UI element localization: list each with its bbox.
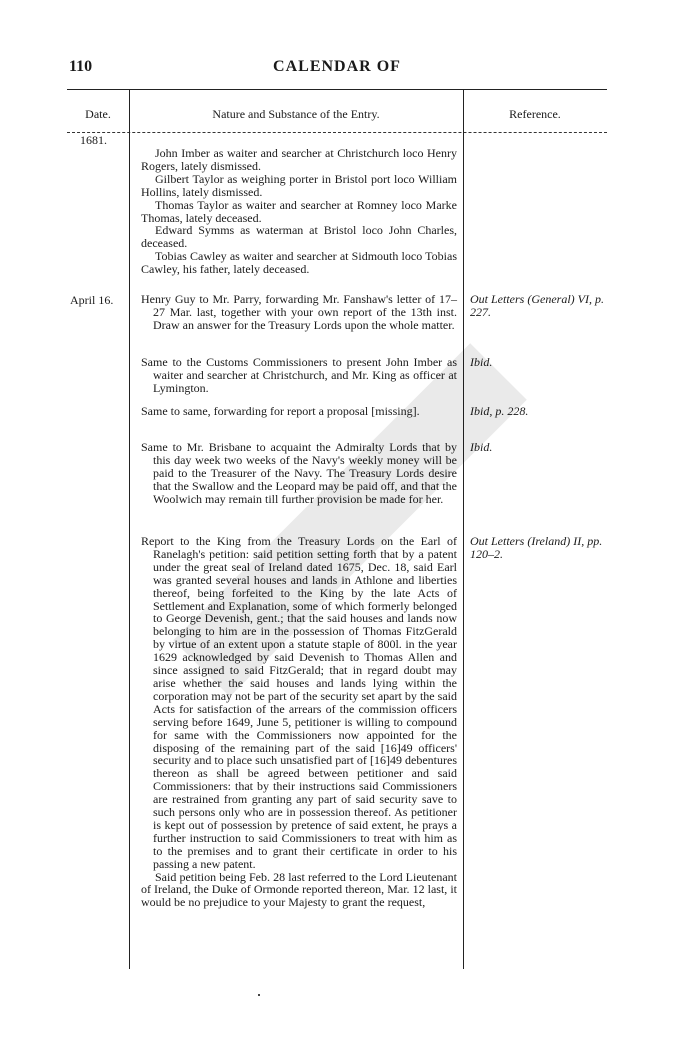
- column-header-date: Date.: [85, 107, 111, 121]
- entry-date: April 16.: [70, 293, 114, 307]
- column-header-reference: Reference.: [509, 107, 561, 121]
- column-divider-left: [129, 89, 130, 969]
- entry-reference: Ibid.: [470, 355, 493, 369]
- entry-text: Henry Guy to Mr. Parry, forwarding Mr. Fanshaw's letter of 17–27 Mar. last, together with your own report of the 13th inst. Draw an answer for the Treasury Lords upon the whole matter.: [141, 292, 457, 332]
- entry-reference: Out Letters (General) VI, p. 227.: [470, 292, 604, 319]
- entry-text: Same to Mr. Brisbane to acquaint the Admiralty Lords that by this day week two weeks of the Navy's weekly money will be paid to the Treasurer of the Navy. The Treasury Lords desire that the Swallow and the Leopard may be paid off, and that the Woolwich may remain till further provision be made for her.: [141, 440, 457, 506]
- footer-mark: [258, 994, 260, 996]
- entry-reference: Out Letters (Ireland) II, pp. 120–2.: [470, 534, 603, 561]
- entry-text: Report to the King from the Treasury Lords on the Earl of Ranelagh's petition: said petition setting forth that by a patent under the great seal of Ireland dated 1675, Dec. 18, said Earl was granted several houses and lands in Athlone and liberties thereof, being forfeited to the King by the late Acts of Settlement and Explanation, some of which formerly belonged to George Devenish, gent.; that the said houses and lands now belonging to him are in the possession of Thomas FitzGerald by virtue of an extent upon a statute staple of 800l. in the year 1629 acknowledged by said Devenish to Thomas Allen and since assigned to said FitzGerald; that in regard doubt may arise whether the said houses and lands lying within the corporation may not be part of the security set apart by the said Acts for satisfaction of the arrears of the commission officers serving before 1649, June 5, petitioner is willing to compound for same with the Commissioners now appointed for the disposing of the remaining part of the said [16]49 officers' security and to place such unsatisfied part of [16]49 debentures thereon as shall be agreed between petitioner and said Commissioners: that by their instructions said Commissioners are restrained from granting any part of said security save to such persons only who are in possession thereof. As petitioner is kept out of possession by pretence of said extent, he prays a further instruction to said Commissioners to treat with him as to the premises and to grant their certificate in order to his passing a new patent. Said petition being Feb. 28 last referred to the Lord Lieutenant of Ireland, the Duke of Ormonde reported thereon, Mar. 12 last, it would be no prejudice to your Majesty to grant the request,: [141, 534, 457, 910]
- column-header-nature: Nature and Substance of the Entry.: [212, 107, 380, 121]
- appointments-list: [141, 147, 457, 276]
- list-item: John Imber as waiter and searcher at Christchurch loco Henry Rogers, lately dismissed.: [141, 146, 457, 173]
- year-label: 1681.: [80, 133, 107, 147]
- list-item: Edward Symms as waterman at Bristol loco John Charles, deceased.: [141, 223, 457, 251]
- list-item: Gilbert Taylor as weighing porter in Bristol port loco William Hollins, lately dismissed.: [141, 171, 457, 199]
- column-divider-right: [463, 89, 464, 969]
- page-number: 110: [69, 58, 93, 75]
- entry-reference: Ibid.: [470, 440, 493, 454]
- running-title: CALENDAR OF: [273, 58, 401, 75]
- entry-text: Same to the Customs Commissioners to present John Imber as waiter and searcher at Christchurch, and Mr. King as officer at Lymington.: [141, 355, 457, 395]
- entry-text: Same to same, forwarding for report a proposal [missing].: [141, 404, 420, 418]
- table-header-rule: [67, 132, 607, 133]
- list-item: Thomas Taylor as waiter and searcher at Romney loco Marke Thomas, lately deceased.: [141, 197, 457, 225]
- list-item: Tobias Cawley as waiter and searcher at Sidmouth loco Tobias Cawley, his father, lately deceased.: [141, 249, 457, 277]
- table-top-rule: [67, 89, 607, 90]
- entry-reference: Ibid, p. 228.: [470, 404, 529, 418]
